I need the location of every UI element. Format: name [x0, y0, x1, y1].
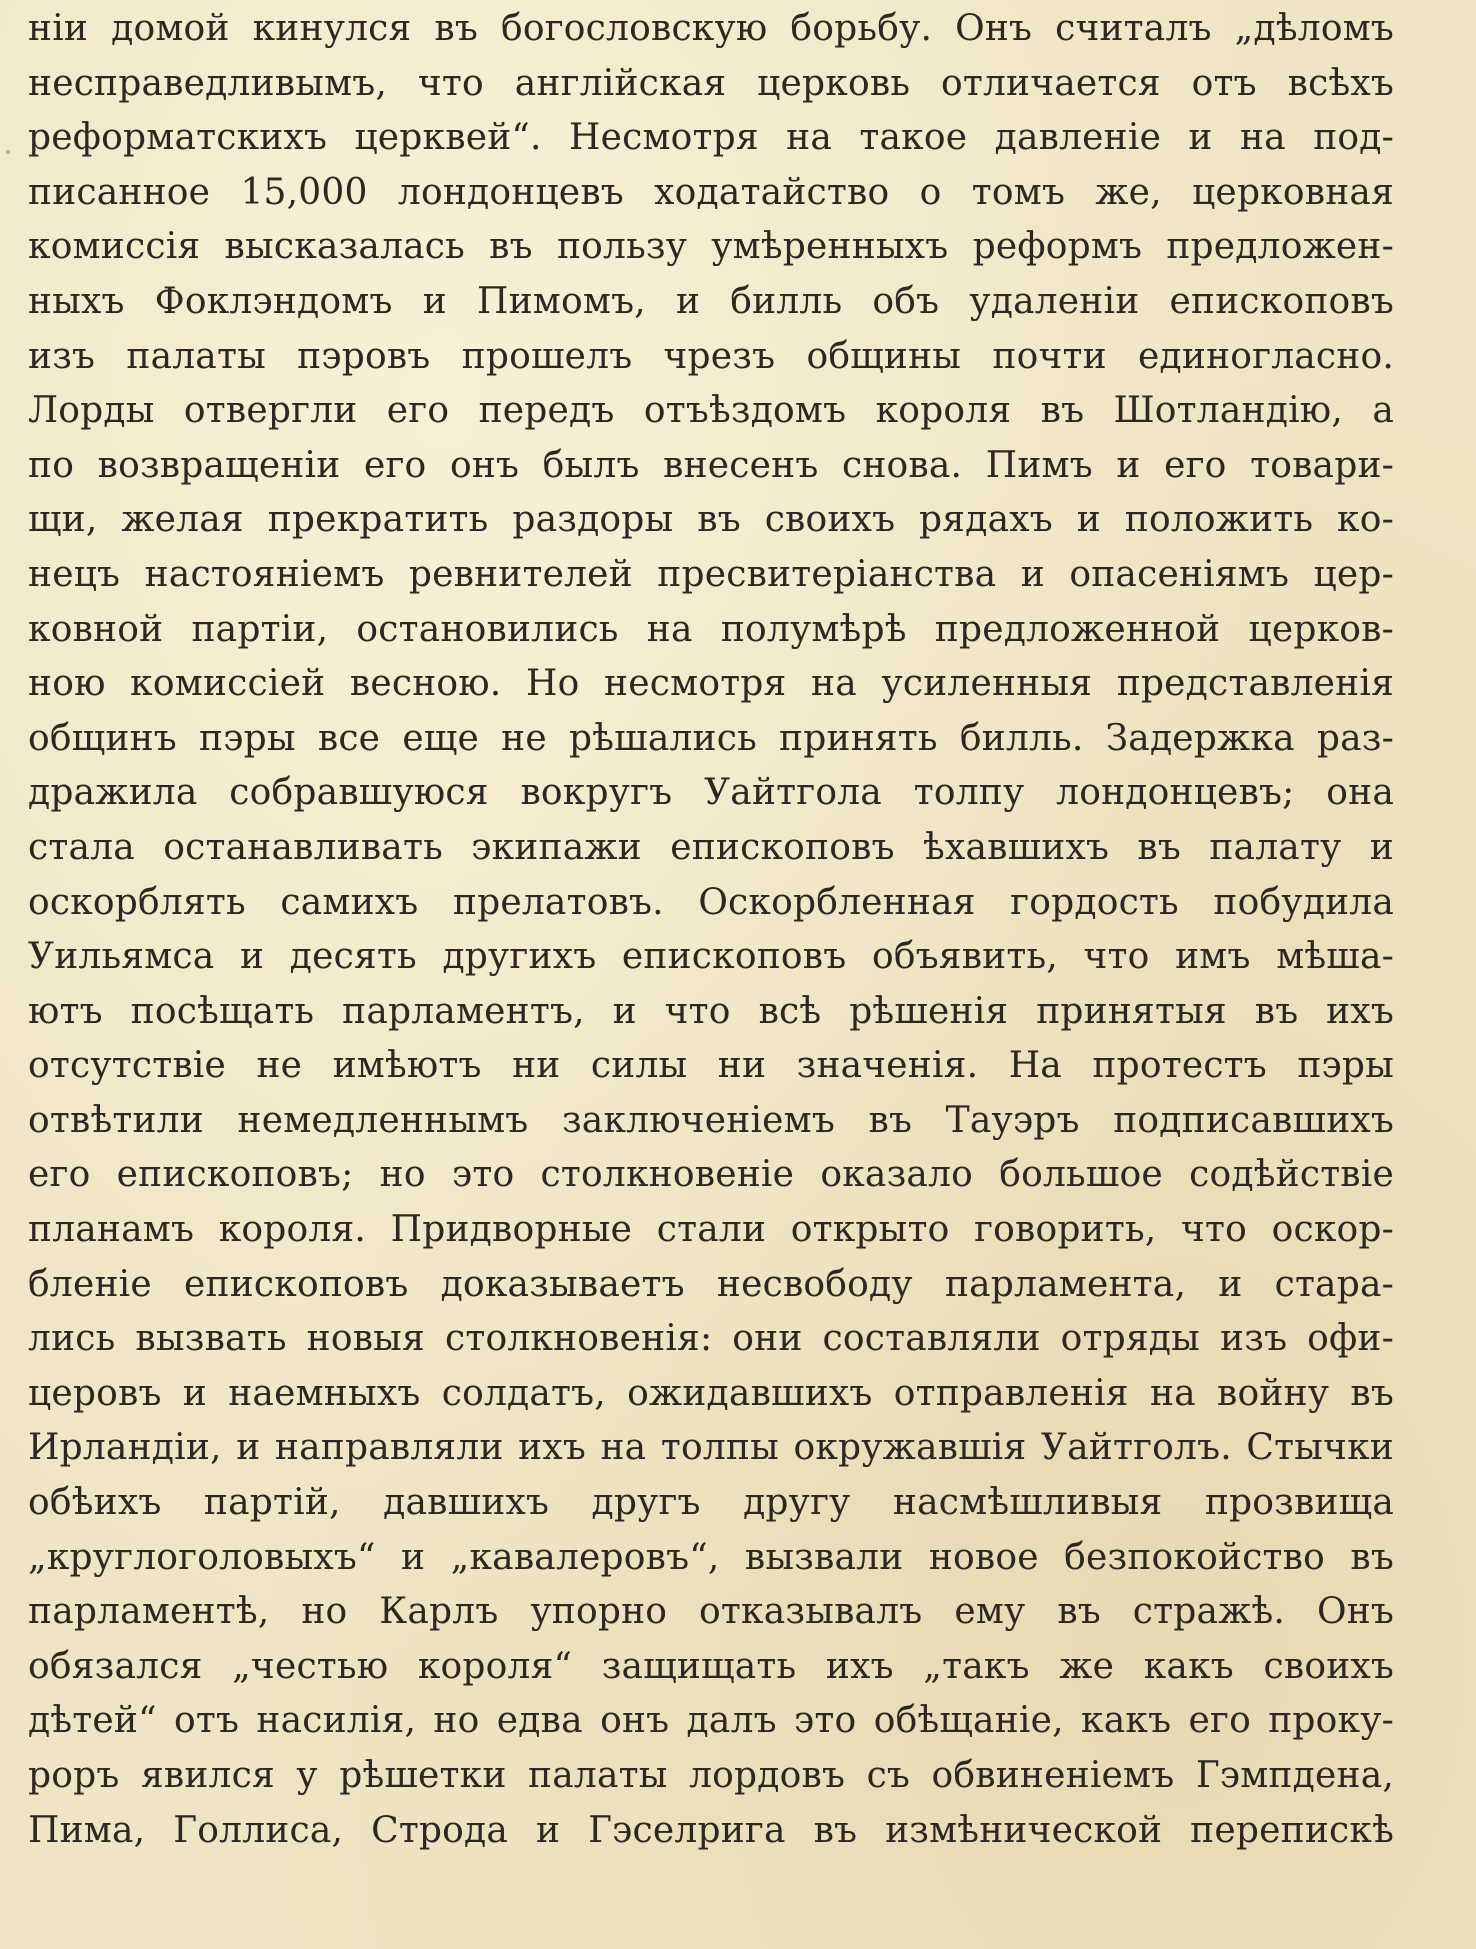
text-line: планамъ короля. Придворные стали открыто говорить, что оскор- — [28, 1209, 1394, 1251]
text-line: несправедливымъ, что англійская церковь отличается отъ всѣхъ — [28, 62, 1394, 104]
text-line: бленіе епископовъ доказываетъ несвободу парламента, и стара- — [28, 1263, 1394, 1305]
text-line: ковной партіи, остановились на полумѣрѣ предложенной церков- — [28, 608, 1394, 650]
text-line: писанное 15,000 лондонцевъ ходатайство о томъ же, церковная — [28, 171, 1394, 213]
text-line: его епископовъ; но это столкновеніе оказало большое содѣйствіе — [28, 1154, 1394, 1196]
body-text — [28, 2, 1394, 1858]
text-line: ныхъ Фоклэндомъ и Пимомъ, и билль объ удаленіи епископовъ — [28, 280, 1394, 322]
text-line: комиссія высказалась въ пользу умѣренныхъ реформъ предложен- — [28, 226, 1394, 268]
text-line: по возвращеніи его онъ былъ внесенъ снова. Пимъ и его товари- — [28, 444, 1394, 486]
text-line: церовъ и наемныхъ солдатъ, ожидавшихъ отправленія на войну въ — [28, 1372, 1394, 1414]
text-line: дражила собравшуюся вокругъ Уайтгола толпу лондонцевъ; она — [28, 772, 1394, 814]
text-line: „круглоголовыхъ“ и „кавалеровъ“, вызвали новое безпокойство въ — [28, 1536, 1394, 1578]
text-line: нiи домой кинулся въ богословскую борьбу. Онъ считалъ „дѣломъ — [28, 8, 1394, 49]
text-line: роръ явился у рѣшетки палаты лордовъ съ обвиненіемъ Гэмпдена, — [28, 1755, 1394, 1796]
text-line: обязался „честью короля“ защищать ихъ „такъ же какъ своихъ — [28, 1645, 1394, 1687]
paper-speck — [6, 150, 10, 154]
text-line: обѣихъ партій, давшихъ другъ другу насмѣшливыя прозвища — [28, 1482, 1394, 1524]
text-line: отвѣтили немедленнымъ заключеніемъ въ Тауэръ подписавшихъ — [28, 1099, 1394, 1141]
text-line: реформатскихъ церквей“. Несмотря на такое давленіе и на под- — [28, 117, 1394, 159]
text-line: оскорблять самихъ прелатовъ. Оскорбленная гордость побудила — [28, 881, 1394, 923]
text-line: ютъ посѣщать парламентъ, и что всѣ рѣшенія принятыя въ ихъ — [28, 990, 1394, 1032]
text-line: дѣтей“ отъ насилія, но едва онъ далъ это обѣщаніе, какъ его проку- — [28, 1700, 1394, 1742]
text-line: Уильямса и десять другихъ епископовъ объявить, что имъ мѣша- — [28, 936, 1394, 978]
text-line: ною комиссіей весною. Но несмотря на усиленныя представленія — [28, 663, 1394, 705]
text-line: парламентѣ, но Карлъ упорно отказывалъ ему въ стражѣ. Онъ — [28, 1591, 1394, 1633]
text-line: лись вызвать новыя столкновенія: они составляли отряды изъ офи- — [28, 1318, 1394, 1360]
text-line: изъ палаты пэровъ прошелъ чрезъ общины почти единогласно. — [28, 335, 1394, 377]
text-line: нецъ настояніемъ ревнителей пресвитеріанства и опасеніямъ цер- — [28, 553, 1394, 595]
text-line: отсутствіе не имѣютъ ни силы ни значенія. На протестъ пэры — [28, 1045, 1394, 1087]
text-line: Пима, Голлиса, Строда и Гэселрига въ измѣнической перепискѣ — [28, 1809, 1394, 1851]
text-line: щи, желая прекратить раздоры въ своихъ рядахъ и положить ко- — [28, 499, 1394, 541]
text-line: Лорды отвергли его передъ отъѣздомъ короля въ Шотландію, а — [28, 390, 1394, 432]
text-line: стала останавливать экипажи епископовъ ѣхавшихъ въ палату и — [28, 826, 1394, 868]
text-line: общинъ пэры все еще не рѣшались принять билль. Задержка раз- — [28, 717, 1394, 759]
text-line: Ирландіи, и направляли ихъ на толпы окружавшія Уайтголъ. Стычки — [28, 1427, 1394, 1469]
